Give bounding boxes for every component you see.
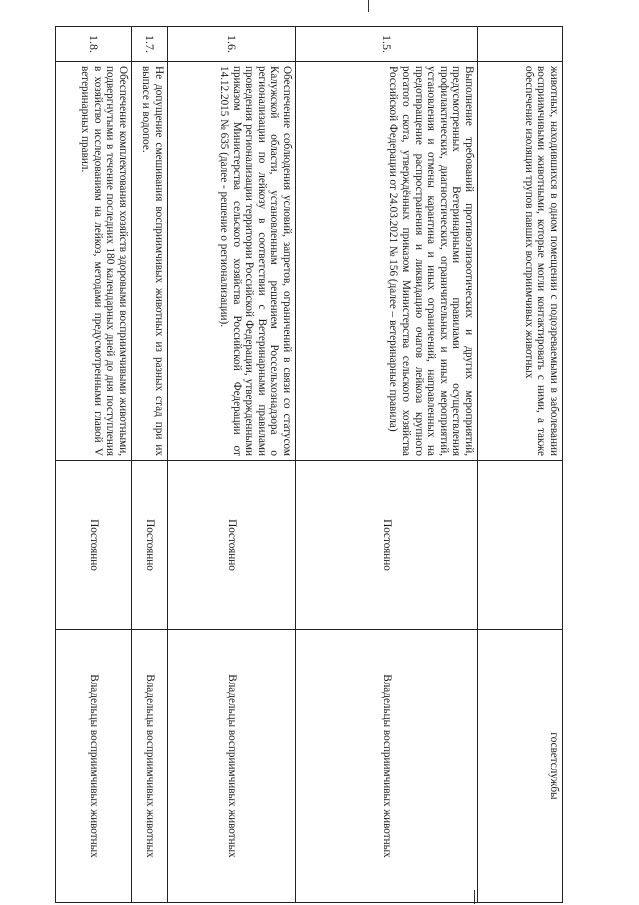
table-row bbox=[132, 27, 168, 903]
row-term: Постоянно bbox=[132, 461, 168, 630]
row-number: 1.5. bbox=[296, 27, 478, 62]
row-description: Не допущение смешивания восприимчивых животных из разных стад при их выпасе и водопое. bbox=[132, 62, 168, 461]
measures-table bbox=[55, 26, 563, 903]
row-responsible: Владельцы восприимчивых животных bbox=[168, 630, 296, 903]
rotated-document-page bbox=[51, 26, 563, 866]
row-description: Выполнение требований противоэпизоотических и других мероприятий, предусмотренных Ветеринарными правилами осуществления профилактических, диагностических, ограничительных и иных мероприятий, установления и отмены карантина и иных ограничений, направленных на предотвращение распространения и ликвидацию очагов лейкоза крупного рогатого скота, утверждённых приказом Министерства сельского хозяйства Российской Федерации от 24.03.2021 № 156 (далее – ветеринарные правила) bbox=[296, 62, 478, 461]
row-term: Постоянно bbox=[296, 461, 478, 630]
row-responsible: госветслужбы bbox=[478, 630, 563, 903]
row-responsible: Владельцы восприимчивых животных bbox=[296, 630, 478, 903]
row-description: Обеспечение соблюдения условий, запретов, ограничений в связи со статусом Калужской области, установленным решением Россельхознадзора о регионализации по лейкозу в соответствии с Ветеринарными правилами проведения регионализации территории Российской Федерации, утвержденными приказом Министерства сельского хозяйства Российской Федерации от 14.12.2015 № 635 (далее - решение о регионализации). bbox=[168, 62, 296, 461]
row-term: Постоянно bbox=[56, 461, 132, 630]
table-row bbox=[478, 27, 563, 903]
row-number: 1.6. bbox=[168, 27, 296, 62]
row-term: Постоянно bbox=[168, 461, 296, 630]
row-number bbox=[478, 27, 563, 62]
table-row bbox=[296, 27, 478, 903]
row-number: 1.8. bbox=[56, 27, 132, 62]
table-row bbox=[168, 27, 296, 903]
scan-mark-top bbox=[368, 0, 369, 12]
row-term bbox=[478, 461, 563, 630]
table-row bbox=[56, 27, 132, 903]
row-description: животных, находившихся в одном помещении с подозреваемыми в заболевании восприимчивыми животными, которые могли контактировать с ними, а также обеспечение изоляции трупов павших восприимчивых животных bbox=[478, 62, 563, 461]
row-number: 1.7. bbox=[132, 27, 168, 62]
row-description: Обеспечение комплектования хозяйств здоровыми восприимчивыми животными, подвергнутыми в течение последних 180 календарных дней до дня поступления в хозяйство исследованиям на лейкоз, методами предусмотренными главой V ветеринарных правил. bbox=[56, 62, 132, 461]
row-responsible: Владельцы восприимчивых животных bbox=[56, 630, 132, 903]
row-responsible: Владельцы восприимчивых животных bbox=[132, 630, 168, 903]
